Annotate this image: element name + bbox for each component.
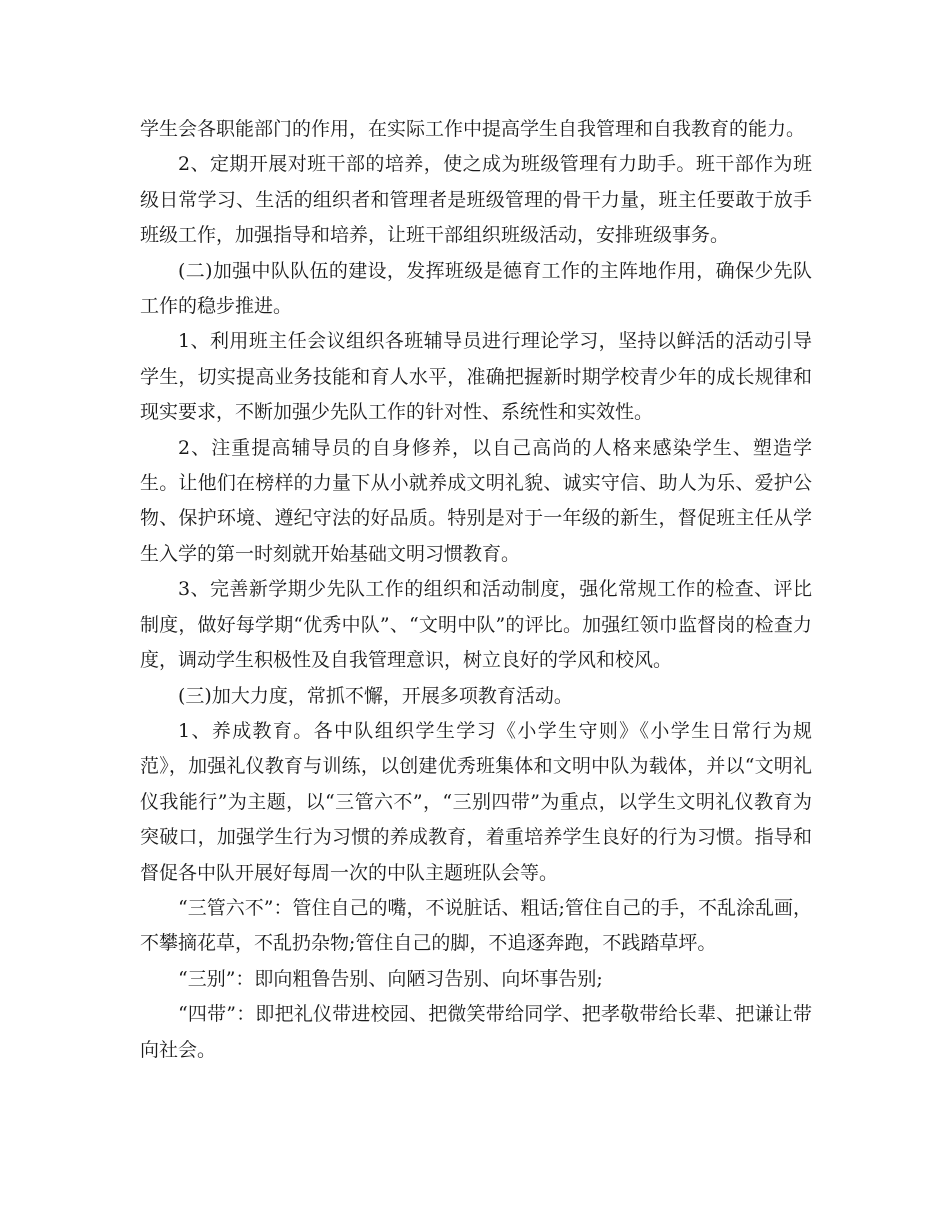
paragraph-8: 1、养成教育。各中队组织学生学习《小学生守则》《小学生日常行为规范》，加强礼仪教育与训练，以创建优秀班集体和文明中队为载体，并以“文明礼仪我能行”为主题，以“三管六不”，“三别四带”为重点，以学生文明礼仪教育为突破口，加强学生行为习惯的养成教育，着重培养学生良好的行为习惯。指导和督促各中队开展好每周一次的中队主题班队会等。	[140, 719, 812, 884]
document-page	[140, 112, 812, 1068]
paragraph-5: 2、注重提高辅导员的自身修养，以自己高尚的人格来感染学生、塑造学生。让他们在榜样的力量下从小就养成文明礼貌、诚实守信、助人为乐、爱护公物、保护环境、遵纪守法的好品质。特别是对于一年级的新生，督促班主任从学生入学的第一时刻就开始基础文明习惯教育。	[140, 436, 812, 565]
paragraph-3: (二)加强中队队伍的建设，发挥班级是德育工作的主阵地作用，确保少先队工作的稳步推进。	[140, 259, 812, 318]
paragraph-2: 2、定期开展对班干部的培养，使之成为班级管理有力助手。班干部作为班级日常学习、生活的组织者和管理者是班级管理的骨干力量，班主任要敢于放手班级工作，加强指导和培养，让班干部组织班级活动，安排班级事务。	[140, 153, 812, 247]
paragraph-11: “四带”：即把礼仪带进校园、把微笑带给同学、把孝敬带给长辈、把谦让带向社会。	[140, 1003, 812, 1061]
paragraph-10: “三别”：即向粗鲁告别、向陋习告别、向坏事告别;	[178, 967, 603, 990]
paragraph-1: 学生会各职能部门的作用，在实际工作中提高学生自我管理和自我教育的能力。	[140, 118, 806, 140]
paragraph-7: (三)加大力度，常抓不懈，开展多项教育活动。	[178, 684, 573, 707]
paragraph-4: 1、利用班主任会议组织各班辅导员进行理论学习，坚持以鲜活的活动引导学生，切实提高业务技能和育人水平，准确把握新时期学校青少年的成长规律和现实要求，不断加强少先队工作的针对性、系统性和实效性。	[140, 330, 812, 424]
paragraph-6: 3、完善新学期少先队工作的组织和活动制度，强化常规工作的检查、评比制度，做好每学期“优秀中队”、“文明中队”的评比。加强红领巾监督岗的检查力度，调动学生积极性及自我管理意识，树立良好的学风和校风。	[140, 578, 812, 672]
paragraph-9: “三管六不”：管住自己的嘴，不说脏话、粗话;管住自己的手，不乱涂乱画，不攀摘花草，不乱扔杂物;管住自己的脚，不追逐奔跑，不践踏草坪。	[140, 896, 812, 955]
